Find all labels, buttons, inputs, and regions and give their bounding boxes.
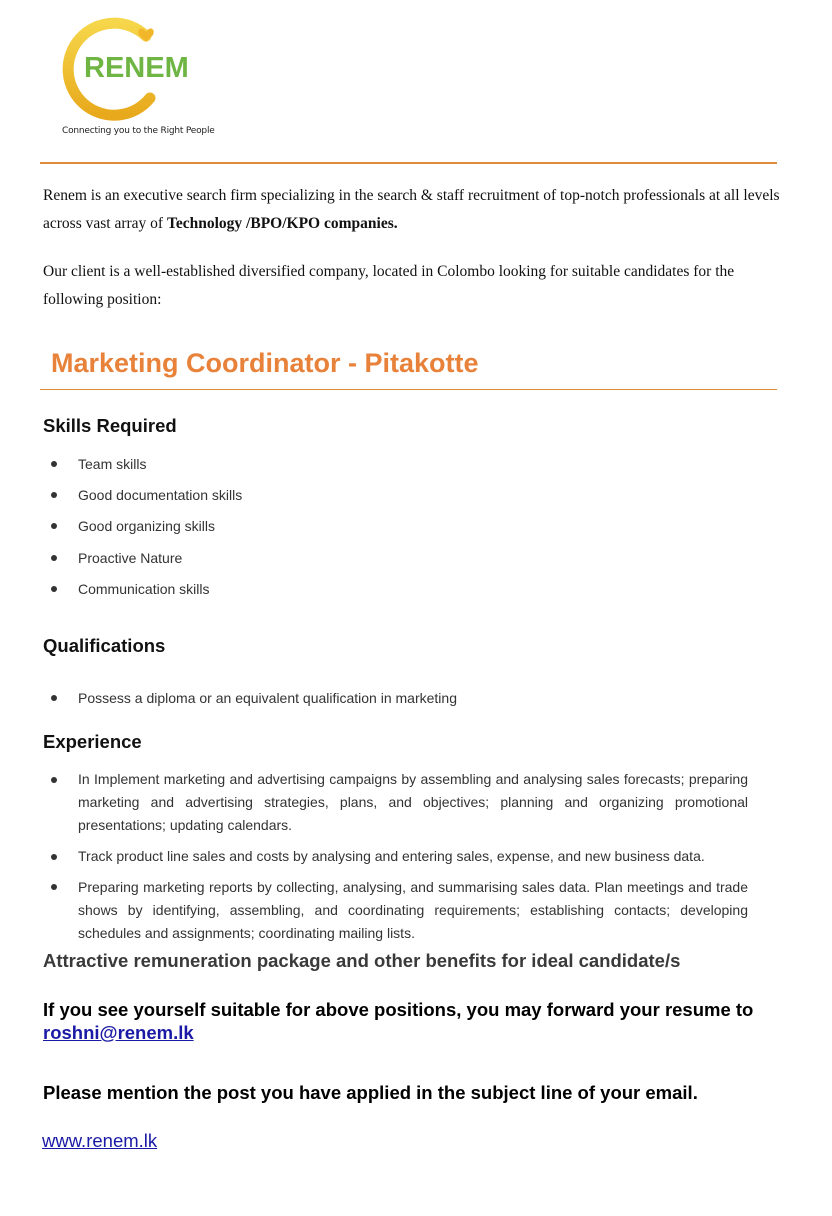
- intro-paragraph-1: [43, 182, 780, 238]
- list-item: Possess a diploma or an equivalent qualification in marketing: [43, 688, 748, 708]
- list-item: Preparing marketing reports by collecting, analysing, and summarising sales data. Plan meetings and trade shows by identifying, assembling, and coordinating requirements; establishing contacts; developing schedules and assignments; coordinating mailing lists.: [43, 876, 748, 946]
- apply-instructions: [43, 998, 803, 1044]
- list-item: Good documentation skills: [43, 485, 748, 516]
- header-divider: [40, 162, 777, 164]
- logo-graphic: [60, 14, 230, 140]
- logo-tagline: Connecting you to the Right People: [62, 126, 215, 136]
- logo-text: RENEM: [84, 52, 189, 84]
- list-item: Proactive Nature: [43, 548, 748, 579]
- subject-line-note: Please mention the post you have applied in the subject line of your email.: [43, 1082, 698, 1103]
- qualifications-list: [43, 688, 748, 708]
- title-divider: [40, 389, 777, 390]
- apply-text: If you see yourself suitable for above positions, you may forward your resume to: [43, 999, 754, 1020]
- intro-industries: Technology /BPO/KPO companies.: [166, 215, 398, 232]
- intro-paragraph-2: Our client is a well-established diversified company, located in Colombo looking for suitable candidates for the following position:: [43, 263, 735, 308]
- list-item: Team skills: [43, 454, 748, 485]
- experience-list: [43, 768, 748, 953]
- list-item: In Implement marketing and advertising campaigns by assembling and analysing sales forecasts; preparing marketing and advertising strategies, plans, and objectives; planning and organizing promotional presentations; updating calendars.: [43, 768, 748, 838]
- list-item: Good organizing skills: [43, 516, 748, 547]
- experience-heading: Experience: [43, 731, 142, 752]
- intro-text: Renem is an executive search firm specializing in the search & staff recruitment of top-notch professionals at all levels across vast array of: [43, 187, 780, 232]
- skills-heading: Skills Required: [43, 415, 177, 436]
- email-link[interactable]: roshni@renem.lk: [43, 1022, 194, 1043]
- job-title: Marketing Coordinator - Pitakotte: [51, 348, 479, 378]
- list-item: Communication skills: [43, 579, 748, 610]
- renem-logo: [60, 14, 230, 140]
- skills-list: [43, 454, 748, 610]
- remuneration-text: Attractive remuneration package and other benefits for ideal candidate/s: [43, 950, 681, 971]
- list-item: Track product line sales and costs by analysing and entering sales, expense, and new business data.: [43, 845, 748, 868]
- qualifications-heading: Qualifications: [43, 635, 166, 656]
- website-link[interactable]: www.renem.lk: [42, 1130, 158, 1151]
